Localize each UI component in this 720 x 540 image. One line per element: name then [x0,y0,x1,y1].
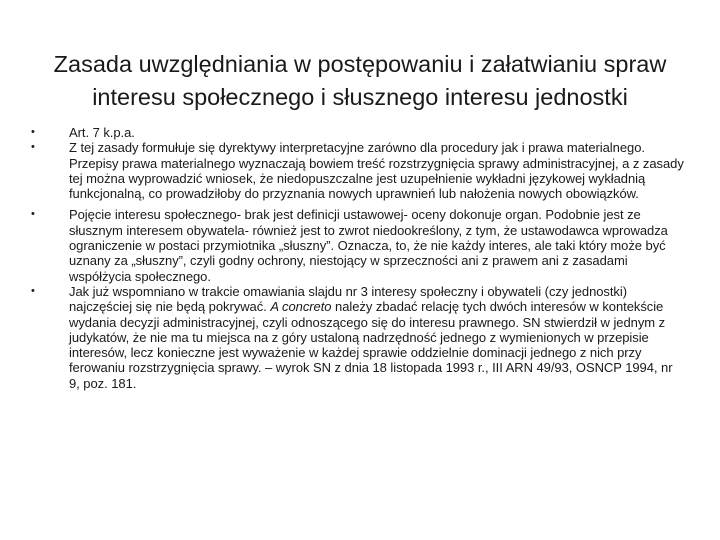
list-item-text-italic: A concreto [270,299,332,315]
list-item [24,125,684,140]
bullet-icon: • [31,284,35,297]
bullet-icon: • [31,141,35,154]
list-item-text-part: Jak już wspomniano w trakcie omawiania slajdu nr 3 interesy społeczny i obywateli (czy jednostki) najczęściej się nie będą pokrywać. [69,283,628,315]
bullet-icon: • [31,126,35,138]
list-item-text: Z tej zasady formułuje się dyrektywy interpretacyjne zarówno dla procedury jak i prawa materialnego. Przepisy prawa materialnego wyznaczają bowiem treść rozstrzygnięcia sprawy administracyjnej, a z zasady tej można wyprowadzić wniosek, że niedopuszczalne jest uzupełnienie wykładni językowej wykładnią funkcjonalną, co prowadziłoby do przyznania nowych uprawnień lub nałożenia nowych obowiązków. [69,140,684,202]
list-item-text: Pojęcie interesu społecznego- brak jest definicji ustawowej- oceny dokonuje organ. Podobnie jest ze słusznym interesem obywatela- również jest to zwrot niedookreślony, z tym, że ustawodawca wprowadza ograniczenie w postaci przymiotnika „słuszny”. Oznacza, to, że nie każdy interes, ale taki który może być uznany za „słuszny”, czyli godny ochrony, niestojący w sprzeczności ani z prawem ani z zasadami współżycia społecznego. [69,207,668,284]
slide-title: Zasada uwzględniania w postępowaniu i załatwianiu spraw interesu społecznego i słusznego interesu jednostki [53,51,667,110]
list-item [24,207,684,283]
list-item-text-part: należy zbadać relację tych dwóch interesów w kontekście wydania decyzji administracyjnej, czyli odnoszącego się do interesu prawnego. SN stwierdził w jednym z judykatów, że nie ma tu miejsca na z góry ustaloną nadrzędność jednego z wymienionych w przepisie interesów, lecz konieczne jest wyważenie w każdej sprawie oddzielnie dominacji jednego z nich przy ferowaniu rozstrzygnięcia sprawy. – wyrok SN z dnia 18 listopada 1993 r., III ARN 49/93, OSNCP 1994, nr 9, poz. 181. [69,299,673,391]
list-item-text: Art. 7 k.p.a. [69,125,135,140]
bullet-icon: • [31,208,35,221]
bullet-list [24,125,684,397]
list-item [24,140,684,201]
list-item [24,284,684,391]
